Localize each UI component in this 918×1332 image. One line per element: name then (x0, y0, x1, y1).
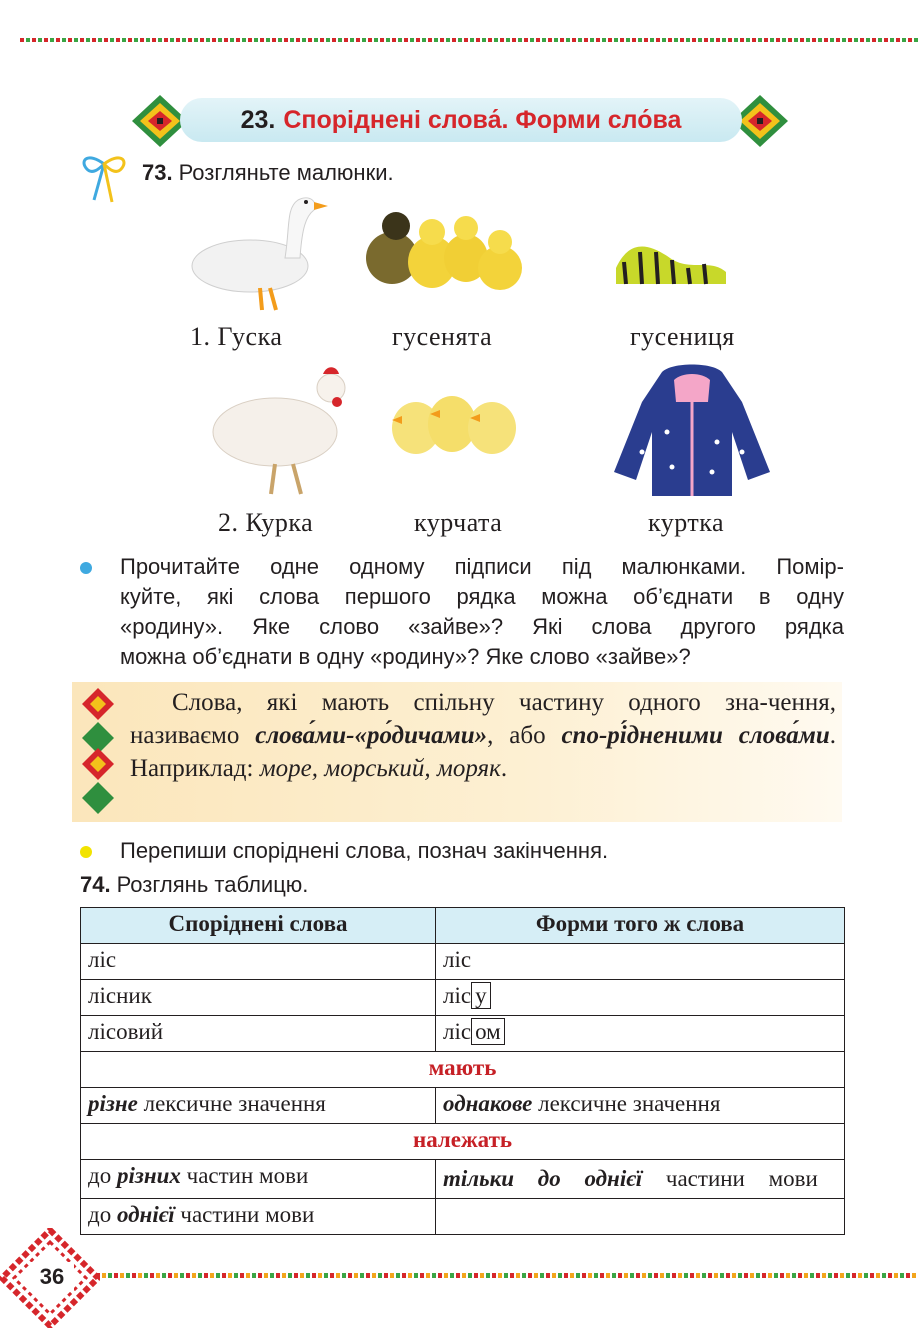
emphasis-word: тільки до однієї (443, 1166, 643, 1191)
table-cell (436, 1016, 845, 1052)
jacket-image (612, 362, 772, 500)
blue-bullet-icon (80, 562, 92, 574)
table-cell: ліс (81, 944, 436, 980)
exercise-instruction: Розглянь таблицю. (116, 872, 309, 897)
column-header: Форми того ж слова (436, 908, 845, 944)
cell-text: частин мови (180, 1163, 309, 1188)
cell-text: лексичне значення (532, 1091, 721, 1116)
rule-part: , або (487, 722, 562, 749)
rule-term: слова́ми-«ро́дичами» (255, 722, 488, 749)
table-subheading: належать (81, 1124, 845, 1160)
table-cell (436, 1088, 845, 1124)
emphasis-word: різних (116, 1163, 181, 1188)
table-subheading: мають (81, 1052, 845, 1088)
table-row (81, 1124, 845, 1160)
table-row (81, 944, 845, 980)
ending-box: у (471, 982, 491, 1009)
lesson-number: 23. (240, 105, 276, 134)
emphasis-word: однакове (443, 1091, 533, 1116)
table-cell: лісник (81, 980, 436, 1016)
rule-part: Слова, які мають спільну частину одного зна-чення, називаємо (130, 689, 836, 749)
table-row (81, 980, 845, 1016)
page-number: 36 (30, 1262, 74, 1292)
hen-image (205, 362, 355, 500)
lesson-title-bar (180, 98, 742, 142)
table-row (81, 1160, 845, 1199)
yellow-bullet-icon (80, 846, 92, 858)
task-line: Прочитайте одне одному підписи під малюнками. Помір- (120, 554, 844, 579)
goslings-image (362, 200, 528, 310)
table-cell (81, 1199, 436, 1235)
table-row (81, 1088, 845, 1124)
exercise-74-header (80, 872, 308, 898)
table-cell (436, 1160, 845, 1199)
goose-image (190, 188, 330, 318)
cell-text: лексичне значення (137, 1091, 326, 1116)
caption-guska: 1. Гуска (190, 322, 283, 351)
table-cell: лісовий (81, 1016, 436, 1052)
rule-example: море, морський, моряк (259, 755, 501, 782)
caption-kurtka: куртка (648, 508, 725, 537)
top-ornament-border (20, 38, 918, 42)
cell-text: до (88, 1163, 117, 1188)
task-line: можна об’єднати в одну «родину»? Яке слово «зайве»? (120, 644, 691, 669)
emphasis-word: однієї (116, 1202, 175, 1227)
task-copy: Перепиши споріднені слова, познач закінчення. (120, 838, 609, 863)
table-cell (81, 1088, 436, 1124)
caption-kurka: 2. Курка (218, 508, 314, 537)
cell-text: до (88, 1202, 117, 1227)
task-line: «родину». Яке слово «зайве»? Які слова другого рядка (120, 614, 844, 639)
table-cell (436, 980, 845, 1016)
emphasis-word: різне (88, 1091, 138, 1116)
table-header-row (81, 908, 845, 944)
words-table (80, 907, 845, 1235)
word-stem: ліс (443, 1019, 472, 1044)
rule-term: спо-рі́дненими слова́ми (561, 722, 830, 749)
table-row (81, 1052, 845, 1088)
caterpillar-image (610, 228, 730, 294)
embroidery-strip-icon (78, 686, 118, 816)
caption-husenytsya: гусениця (630, 322, 735, 351)
table-row (81, 1016, 845, 1052)
table-cell (81, 1160, 436, 1199)
bottom-ornament-border (96, 1273, 918, 1278)
rule-text (130, 686, 836, 785)
exercise-73-header (142, 160, 394, 186)
ending-box: ом (471, 1018, 505, 1045)
table-row (81, 1199, 845, 1235)
exercise-number: 73. (142, 160, 173, 185)
task-paragraph (120, 552, 844, 672)
task-line: куйте, які слова першого рядка можна об’єднати в одну (120, 584, 844, 609)
word-stem: ліс (443, 983, 472, 1008)
exercise-number: 74. (80, 872, 111, 897)
rule-part: . Наприклад: (130, 722, 836, 782)
exercise-instruction: Розгляньте малюнки. (178, 160, 394, 185)
caption-husenyata: гусенята (392, 322, 493, 351)
table-cell: ліс (436, 944, 845, 980)
ribbon-bow-icon (78, 150, 130, 206)
rule-part: . (500, 755, 508, 782)
lesson-title: Споріднені слова́. Форми сло́ва (283, 105, 682, 134)
table-cell (436, 1199, 845, 1235)
chicks-image (388, 378, 530, 474)
cell-text: частини мови (174, 1202, 315, 1227)
caption-kurchata: курчата (414, 508, 503, 537)
cell-text: частини мови (642, 1166, 818, 1191)
column-header: Споріднені слова (81, 908, 436, 944)
